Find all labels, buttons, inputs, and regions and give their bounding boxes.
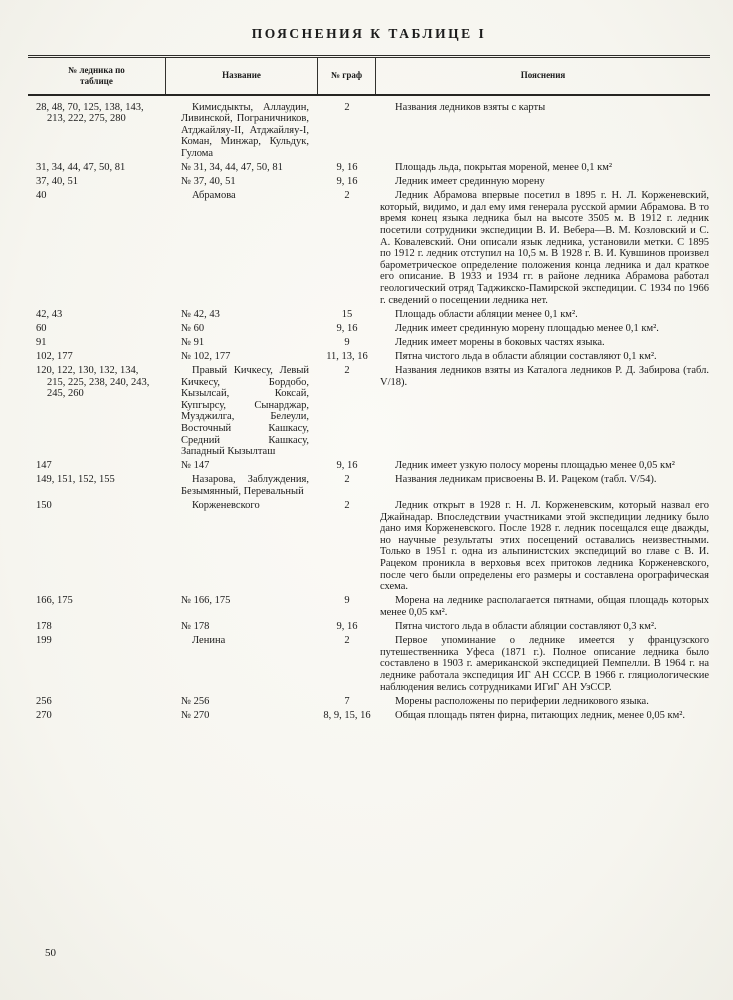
graf-number-cell: 7 [344,695,350,707]
table-header-row [28,55,710,96]
explanation-cell: Пятна чистого льда в области абляции составляют 0,1 км². [395,350,657,362]
page-number: 50 [45,947,56,959]
glacier-name-cell: № 31, 34, 44, 47, 50, 81 [181,162,283,174]
glacier-numbers-cell: 256 [36,695,52,707]
glacier-numbers-cell: 31, 34, 44, 47, 50, 81 [36,162,126,174]
graf-number-cell: 2 [344,101,350,113]
glacier-name-cell: № 147 [181,460,210,472]
explanation-cell: Названия ледников взяты из Каталога ледников Р. Д. Забирова (табл. V/18). [380,365,709,388]
glacier-numbers-cell: 149, 151, 152, 155 [36,474,115,486]
glacier-numbers-cell: 102, 177 [36,350,73,362]
graf-number-cell: 9 [344,336,350,348]
table-row [28,635,710,693]
glacier-name-cell: № 60 [181,322,205,334]
explanations-table [28,55,710,721]
graf-number-cell: 2 [344,474,350,486]
glacier-name-cell: № 270 [181,709,210,721]
column-header-glacier-number [28,58,166,94]
table-row [28,190,710,306]
explanation-cell: Морена на леднике располагается пятнами, общая площадь которых менее 0,05 км². [380,595,709,618]
graf-number-cell: 11, 13, 16 [326,350,368,362]
table-body [28,96,710,722]
table-row [28,621,710,633]
glacier-numbers-cell: 37, 40, 51 [36,176,78,188]
glacier-numbers-cell: 120, 122, 130, 132, 134, 215, 225, 238, 240, 243, 245, 260 [36,365,150,400]
graf-number-cell: 2 [344,365,350,377]
glacier-name-cell: № 256 [181,695,210,707]
column-header-explanations-label: Пояснения [520,70,566,81]
glacier-numbers-cell: 178 [36,621,52,633]
explanation-cell: Площадь льда, покрытая мореной, менее 0,1 км² [395,162,613,174]
table-row [28,710,710,722]
table-row [28,595,710,618]
graf-number-cell: 9, 16 [336,162,358,174]
column-header-name-label: Название [222,70,261,81]
table-row [28,162,710,174]
explanation-cell: Названия ледникам присвоены В. И. Рацеком (табл. V/54). [395,474,657,486]
glacier-numbers-cell: 91 [36,336,47,348]
glacier-numbers-cell: 42, 43 [36,308,63,320]
graf-number-cell: 2 [344,190,350,202]
glacier-name-cell: Правый Кичкесу, Левый Кичкесу, Бордобо, Кызылсай, Коксай, Купгырсу, Сынарджар, Музджилга, Белеули, Восточный Кашкасу, Средний Кашкасу, Западный Кызылташ [181,365,309,458]
explanation-cell: Площадь области абляции менее 0,1 км². [395,308,578,320]
column-header-name [166,58,318,94]
graf-number-cell: 9 [344,595,350,607]
explanation-cell: Ледник имеет узкую полосу морены площадью менее 0,05 км² [395,460,675,472]
explanation-cell: Ледник имеет морены в боковых частях языка. [395,336,605,348]
explanation-cell: Первое упоминание о леднике имеется у французского путешественника Уфеса (1871 г.). Полное описание ледника было составлено в 1903 г. американской экспедицией Пемпелли. В 1964 г. на леднике работала экспедиция ИГ АН СССР. В 1966 г. гляциологические наблюдения велись сотрудниками ИГиГ АН УзССР. [380,635,709,693]
graf-number-cell: 9, 16 [336,621,358,633]
table-row [28,176,710,188]
graf-number-cell: 9, 16 [336,176,358,188]
glacier-name-cell: Абрамова [192,190,236,202]
table-row [28,323,710,335]
graf-number-cell: 9, 16 [336,322,358,334]
glacier-name-cell: Кимисдыкты, Аллаудин, Ливинской, Пограничников, Атджайляу-II, Атджайляу-I, Коман, Минжар, Кульдук, Гулома [181,101,309,159]
glacier-numbers-cell: 270 [36,709,52,721]
table-row [28,460,710,472]
table-row [28,337,710,349]
column-header-glacier-number-label: № ледника по таблице [68,65,125,86]
explanation-cell: Ледник имеет срединную морену площадью менее 0,1 км². [395,322,659,334]
graf-number-cell: 8, 9, 15, 16 [323,709,371,721]
glacier-name-cell: Ленина [192,635,226,647]
glacier-name-cell: № 166, 175 [181,595,231,607]
glacier-name-cell: № 178 [181,621,210,633]
table-row [28,309,710,321]
graf-number-cell: 2 [344,500,350,512]
glacier-name-cell: Назарова, Заблуждения, Безымянный, Перевальный [181,474,309,497]
glacier-name-cell: № 37, 40, 51 [181,176,236,188]
table-row [28,365,710,458]
graf-number-cell: 15 [341,308,353,320]
table-row [28,500,710,593]
table-row [28,474,710,497]
glacier-name-cell: № 91 [181,336,205,348]
page-title: ПОЯСНЕНИЯ К ТАБЛИЦЕ I [251,26,487,41]
glacier-name-cell: Корженевского [192,500,260,512]
column-header-graf-label: № граф [330,70,363,81]
table-row [28,351,710,363]
explanation-cell: Морены расположены по периферии ледникового языка. [395,695,649,707]
column-header-explanations [376,58,710,94]
table-row [28,102,710,160]
glacier-name-cell: № 102, 177 [181,350,231,362]
graf-number-cell: 9, 16 [336,460,358,472]
glacier-numbers-cell: 40 [36,190,47,202]
glacier-numbers-cell: 60 [36,322,47,334]
column-header-graf [318,58,376,94]
glacier-numbers-cell: 199 [36,635,52,647]
explanation-cell: Общая площадь пятен фирна, питающих ледник, менее 0,05 км². [395,709,686,721]
explanation-cell: Ледник имеет срединную морену [395,176,545,188]
glacier-name-cell: № 42, 43 [181,308,220,320]
explanation-cell: Названия ледников взяты с карты [395,101,546,113]
glacier-numbers-cell: 150 [36,500,52,512]
explanation-cell: Ледник Абрамова впервые посетил в 1895 г. Н. Л. Корженевский, который, видимо, и дал ему имя генерала русской армии Абрамова. В то время конец языка ледника был на высоте 3505 м. В 1912 г. ледник посетили сотрудники экспедиции В. И. Вебера—В. М. Козловский и С. А. Ковалевский. Они описали язык ледника, установили метки. С 1895 по 1912 г. ледник отступил на 10,5 м. В 1928 г. В. И. Кувшинов произвел барометрическое определение положения конца ледника и дал краткое его описание. В 1933 и 1934 гг. в районе ледника Абрамова работал геологический отряд Таджикско-Памирской экспедиции. С 1934 по 1966 г. сведений о посещении ледника нет. [380,190,709,306]
glacier-numbers-cell: 166, 175 [36,595,73,607]
explanation-cell: Пятна чистого льда в области абляции составляют 0,3 км². [395,621,657,633]
graf-number-cell: 2 [344,635,350,647]
table-row [28,696,710,708]
glacier-numbers-cell: 28, 48, 70, 125, 138, 143, 213, 222, 275, 280 [36,101,144,125]
glacier-numbers-cell: 147 [36,460,52,472]
explanation-cell: Ледник открыт в 1928 г. Н. Л. Корженевским, который назвал его Джайнадар. Впоследствии участниками этой экспедиции леднику было дано имя Корженевского. После 1928 г. ледник посещался еще дважды, но научные результаты этих посещений оставались неизвестными. Только в 1951 г. одна из альпинистских экспедиций во главе с В. И. Рацеком проникла в верховья всех притоков ледника Корженевского, после чего были определены его размеры и составлена орографическая схема. [380,500,709,593]
